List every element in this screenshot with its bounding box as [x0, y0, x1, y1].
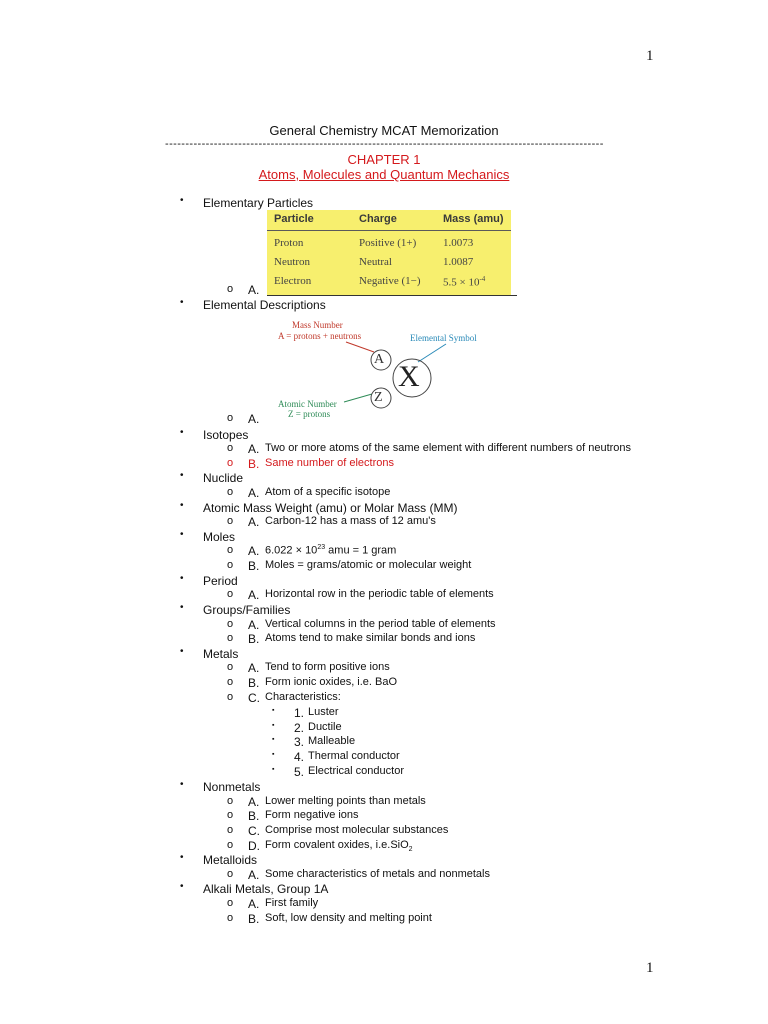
bullet-dot: •	[180, 427, 184, 438]
dash-divider: ------------------------------------------------------------------------------------------------------------	[165, 138, 604, 150]
section-title: Moles	[203, 530, 236, 544]
table-header-mass: Mass (amu)	[443, 213, 504, 225]
atomic-letter: Z	[374, 390, 383, 405]
mass-number-label: Mass Number	[292, 320, 343, 330]
nuclide-notation-diagram	[270, 316, 500, 422]
section-title: Elemental Descriptions	[203, 298, 326, 312]
table-cell: 1.0073	[443, 237, 474, 249]
table-cell: 1.0087	[443, 256, 474, 268]
sub-bullet: o	[227, 412, 234, 424]
table-cell: $5.5 \times 10^{-4}$	[443, 275, 486, 289]
section-title: Isotopes	[203, 428, 249, 442]
table-header-particle: Particle	[274, 213, 314, 225]
mass-number-def: A = protons + neutrons	[278, 331, 362, 341]
bullet-dot: •	[180, 297, 184, 308]
particle-table	[267, 210, 511, 296]
table-cell: Positive (1+)	[359, 237, 417, 249]
atomic-pointer-line	[344, 394, 372, 402]
section-title: Nuclide	[203, 471, 244, 485]
section-title: Groups/Families	[203, 603, 291, 617]
table-cell: Proton	[274, 237, 304, 249]
page-number-top: 1	[646, 48, 654, 64]
table-cell: Neutral	[359, 256, 392, 268]
section-title: Alkali Metals, Group 1A	[203, 882, 329, 896]
table-bottom-rule	[267, 295, 517, 296]
section-title: Nonmetals	[203, 780, 261, 794]
mass-letter: A	[374, 352, 385, 367]
document-title: General Chemistry MCAT Memorization	[269, 123, 499, 138]
chapter-subtitle: Atoms, Molecules and Quantum Mechanics	[258, 167, 510, 182]
section-title: Metalloids	[203, 853, 258, 867]
bullet-dot: •	[180, 195, 184, 206]
section-title: Atomic Mass Weight (amu) or Molar Mass (MM)	[203, 501, 458, 515]
atomic-number-label: Atomic Number	[278, 399, 337, 409]
table-header-charge: Charge	[359, 213, 397, 225]
section-title: Period	[203, 574, 238, 588]
table-cell: Negative (1−)	[359, 275, 421, 287]
table-rule	[267, 230, 511, 231]
atomic-number-def: Z = protons	[288, 409, 331, 419]
symbol-label: Elemental Symbol	[410, 333, 477, 343]
page-number-bottom: 1	[646, 960, 654, 976]
mass-pointer-line	[346, 342, 374, 352]
table-cell: Neutron	[274, 256, 311, 268]
section-title: Elementary Particles	[203, 196, 314, 210]
element-letter: X	[398, 360, 420, 393]
sub-bullet: o	[227, 283, 234, 295]
chapter-heading: CHAPTER 1	[347, 152, 421, 167]
symbol-pointer-line	[418, 344, 446, 362]
section-title: Metals	[203, 647, 239, 661]
table-cell: Electron	[274, 275, 312, 287]
